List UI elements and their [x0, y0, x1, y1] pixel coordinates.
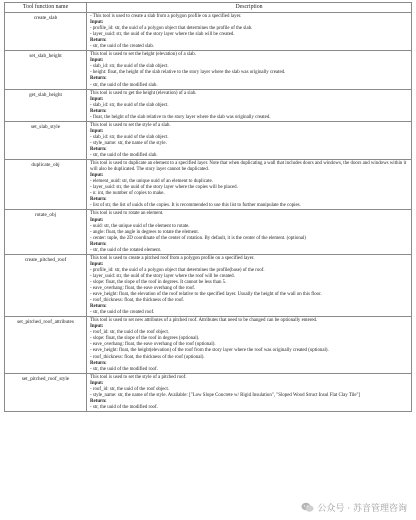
description-line: - n: int, the number of copies to make.: [90, 191, 165, 197]
description-line: - roof_id: str, the uuid of the roof object.: [90, 330, 170, 336]
description-line: Input:: [90, 58, 104, 64]
description-line: Return:: [90, 304, 107, 310]
table-row: [5, 160, 412, 210]
tool-function-name: set_slab_height: [5, 51, 87, 89]
table-header-row: [5, 3, 412, 13]
description-line: - layer_uuid: str, the uuid of the story layer where the copies will be placed.: [90, 185, 238, 191]
table-row: [5, 13, 412, 51]
description-line: - str, the uuid of the modified roof.: [90, 404, 158, 410]
description-line: Return:: [90, 38, 107, 44]
description-line: Input:: [90, 96, 104, 102]
table-row: [5, 210, 412, 254]
tool-description: [87, 254, 412, 316]
description-line: - str, the uuid of the created roof.: [90, 310, 155, 316]
description-line: Return:: [90, 398, 107, 404]
description-line: - str, the uuid of the rotated element.: [90, 247, 162, 253]
description-line: This tool is used to duplicate an element to a specified layer. Note that when duplicating a wall that includes doors and windows, the doors and windows within it will also be duplicated. The story layer cannot be duplicated.: [90, 161, 407, 173]
table-row: [5, 317, 412, 373]
description-line: - list of str, the list of uuids of the copies. It is recommended to use this list to further manipulate the copies.: [90, 203, 301, 209]
description-line: - element_uuid: str, the unique uuid of an element to duplicate.: [90, 179, 213, 185]
description-line: This tool is used to set the height (elevation) of a slab.: [90, 52, 196, 58]
tool-function-name: rotate_obj: [5, 210, 87, 254]
description-line: - float, the height of the slab relative to the story layer where the slab was originally created.: [90, 114, 271, 120]
description-line: - This tool is used to create a slab from a polygon profile on a specified layer.: [90, 14, 242, 19]
tool-description: [87, 89, 412, 121]
tool-function-name: create_pitched_roof: [5, 254, 87, 316]
watermark-text: 公众号 · 苏音管理咨询: [317, 504, 407, 514]
description-line: - style_name: str, the name of the style. Available: ["Low Slope Concrete w/ Rigid Insulation", "Sloped Wood Struct Insul Flat Clay Tile"]: [90, 392, 361, 398]
wechat-icon: [301, 502, 314, 513]
description-line: - layer_uuid: str, the uuid of the story layer where the slab will be created.: [90, 32, 235, 38]
tool-function-name: duplicate_obj: [5, 160, 87, 210]
description-line: - style_name: str, the name of the style.: [90, 140, 167, 146]
table-row: [5, 254, 412, 316]
description-line: - slab_id: str, the uuid of the slab object.: [90, 134, 169, 140]
tool-description: [87, 51, 412, 89]
tool-description: [87, 121, 412, 159]
tool-function-name: create_slab: [5, 13, 87, 51]
description-line: Input:: [90, 128, 104, 134]
description-line: - slab_id: str, the uuid of the slab object.: [90, 64, 169, 70]
description-line: Input:: [90, 380, 104, 386]
description-line: - slope: float, the slope of the roof in degrees (optional).: [90, 336, 200, 342]
description-line: - profile_id: str, the uuid of a polygon object that determines the profile(base) of the roof.: [90, 267, 265, 273]
description-line: This tool is used to set the style of a pitched roof.: [90, 374, 187, 380]
table-row: [5, 89, 412, 121]
description-line: Return:: [90, 360, 107, 366]
description-line: Return:: [90, 146, 107, 152]
table-row: [5, 373, 412, 411]
description-line: Return:: [90, 76, 107, 82]
tool-description-table: [4, 2, 412, 412]
tool-description: [87, 317, 412, 373]
description-line: Input:: [90, 261, 104, 267]
tool-description: [87, 13, 412, 51]
column-header-description: Description: [87, 3, 412, 13]
description-line: This tool is used to rotate an element.: [90, 211, 164, 217]
description-line: This tool is used to get the height (elevation) of a slab.: [90, 90, 197, 96]
description-line: Return:: [90, 108, 107, 114]
tool-function-name: set_pitched_roof_attributes: [5, 317, 87, 373]
description-line: Input:: [90, 173, 104, 179]
description-line: This tool is used to set new attributes of a pitched roof. Attributes that need to be changed can be optionally entered.: [90, 318, 318, 324]
description-line: - str, the uuid of the created slab.: [90, 44, 155, 50]
description-line: - uuid: str, the unique uuid of the element to rotate.: [90, 223, 190, 229]
table-body: [5, 13, 412, 412]
tool-function-name: set_pitched_roof_style: [5, 373, 87, 411]
tool-function-name: get_slab_height: [5, 89, 87, 121]
tool-function-name: set_slab_style: [5, 121, 87, 159]
description-line: - str, the uuid of the modified slab.: [90, 153, 158, 159]
description-line: Return:: [90, 197, 107, 203]
description-line: - eave_overhang: float, the eave overhang of the roof.: [90, 286, 196, 292]
description-line: - str, the uuid of the modified roof.: [90, 366, 158, 372]
description-line: Return:: [90, 241, 107, 247]
table-row: [5, 51, 412, 89]
table-row: [5, 121, 412, 159]
description-line: - eave_height: float, the height(elevation) of the roof from the story layer where the roof was originally created (optional).: [90, 348, 329, 354]
tool-description: [87, 210, 412, 254]
description-line: - str, the uuid of the modified slab.: [90, 82, 158, 88]
description-line: Input:: [90, 324, 104, 330]
description-line: - eave_height: float, the elevation of the roof relative to the specified layer. Usually the height of the wall on this floor.: [90, 292, 322, 298]
description-line: - slab_id: str, the uuid of the slab object.: [90, 102, 169, 108]
description-line: - center: tuple, the 2D coordinate of the center of rotation. By default, it is the center of the element. (optional): [90, 235, 306, 241]
tool-description: [87, 373, 412, 411]
description-line: This tool is used to create a pitched roof from a polygon profile on a specified layer.: [90, 255, 255, 261]
description-line: - roof_thickness: float, the thickness of the roof (optional).: [90, 354, 205, 360]
description-line: - profile_id: str, the uuid of a polygon object that determines the profile of the slab.: [90, 26, 253, 32]
description-line: Input:: [90, 217, 104, 223]
column-header-tool-name: Tool function name: [5, 3, 87, 13]
description-line: - height: float, the height of the slab relative to the story layer where the slab was originally created.: [90, 70, 286, 76]
description-line: Input:: [90, 20, 104, 26]
description-line: - roof_thickness: float, the thickness of the roof.: [90, 298, 185, 304]
description-line: - eave_overhang: float, the eave overhang of the roof (optional).: [90, 342, 216, 348]
description-line: This tool is used to set the style of a slab.: [90, 122, 171, 128]
description-line: - layer_uuid: str, the uuid of the story layer where the roof will be created.: [90, 273, 235, 279]
watermark: [298, 500, 410, 515]
tool-description: [87, 160, 412, 210]
description-line: - slope: float, the slope of the roof in degrees. It cannot be less than 5.: [90, 279, 227, 285]
description-line: - angle: float, the angle in degrees to rotate the element.: [90, 229, 199, 235]
description-line: - roof_id: str, the uuid of the roof object.: [90, 386, 170, 392]
